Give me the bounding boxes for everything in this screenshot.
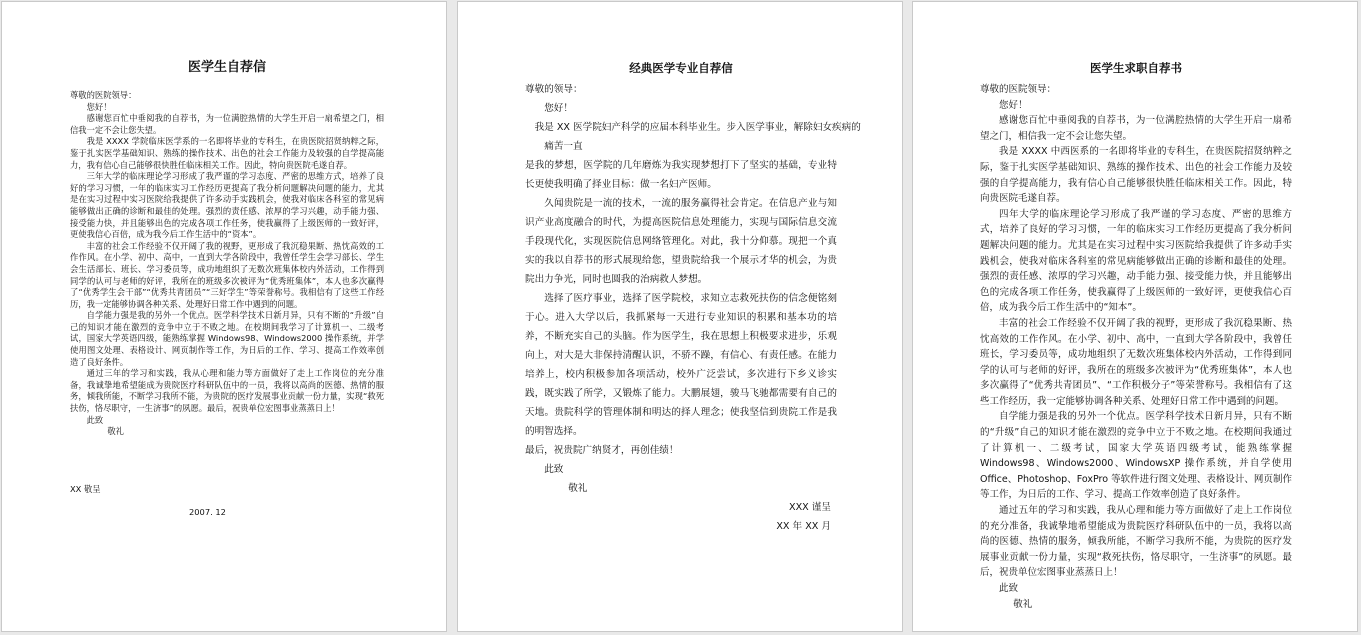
closing: 此致 <box>544 464 564 475</box>
paragraph: 最后，祝贵院广纳贤才，再创佳绩！ <box>525 445 679 456</box>
greeting: 您好！ <box>544 103 573 114</box>
document-page-3 <box>912 1 1358 632</box>
page-title: 医学生求职自荐书 <box>1090 61 1182 75</box>
document-page-2 <box>457 1 903 632</box>
regards: 敬礼 <box>107 426 124 437</box>
signature: XX 敬呈 <box>70 483 101 494</box>
paragraph: 感谢您百忙中垂阅我的自荐书，为一位满腔热情的大学生开启一扇希望之门，相信我一定不会让您失望。 <box>70 113 384 135</box>
paragraph: 三年大学的临床理论学习形成了我严谨的学习态度、严密的思维方式，培养了良好的学习习惯，一年的临床实习工作经历更提高了我分析问题解决问题的能力，尤其是在实习过程中实习医院给我提供了许多动手实践机会，使我对临床各科室的常见病能够做出正确的诊断和最佳的处理。强烈的责任感、浓厚的学习兴趣，动手能力强、接受能力快，并且能够出色的完成各项工作任务，使我赢得了上级医师的一致好评，更使我信心百倍，成为我今后工作生活中的“资本”。 <box>70 171 384 240</box>
document-page-1 <box>1 1 447 632</box>
intro-line: 我是 XX 医学院妇产科学的应届本科毕业生。步入医学事业，解除妇女疾病的 <box>534 122 861 133</box>
salutation: 尊敬的医院领导： <box>70 90 137 100</box>
paragraph: 选择了医疗事业，选择了医学院校，求知立志救死扶伤的信念便铭刻于心。进入大学以后，我抓紧每一天进行专业知识的积累和基本功的培养，不断充实自己的头脑。作为医学生，我在思想上积极要求进步，乐观向上，对大是大非保持清醒认识，不骄不躁，有信心、有责任感。在能力培养上，校内积极参加各项活动，校外广泛尝试，多次进行下乡义诊实践，既实践了所学，又锻炼了能力。大鹏展翅，骏马飞驰都需要有自己的天地。贵院科学的管理体制和明达的择人理念；使我坚信到贵院工作是我的明智选择。 <box>525 293 837 437</box>
closing: 此致 <box>86 414 104 425</box>
paragraph: 自学能力强是我的另外一个优点。医学科学技术日新月异，只有不断的“升级”自己的知识才能在激烈的竞争中立于不败之地。在校期间我通过了计算机一、二级考试，国家大学英语四级考试，能熟练掌握 Windows98、Windows2000、WindowsXP 操作系统，并自学使用 Office、Photoshop、FoxPro 等软件进行图文处理、表格设计、网页制作等工作，为日后的工作、学习、提高工作效率创造了良好条件。 <box>980 411 1292 501</box>
regards: 敬礼 <box>568 483 588 494</box>
salutation: 尊敬的领导： <box>525 84 583 95</box>
paragraph: 通过五年的学习和实践，我从心理和能力等方面做好了走上工作岗位的充分准备，我诚挚地希望能成为贵院医疗科研队伍中的一员，我将以高尚的医德、热情的服务，倾我所能，不断学习我所不能，为贵院的医疗发展事业贡献一份力量，实现“救死扶伤，恪尽职守，一生济事”的夙愿。最后，祝贵单位宏图事业蒸蒸日上！ <box>980 505 1292 579</box>
paragraph: 四年大学的临床理论学习形成了我严谨的学习态度、严密的思维方式，培养了良好的学习习惯，一年的临床实习工作经历更提高了我分析问题解决问题的能力。尤其是在实习过程中实习医院给我提供了许多动手实践机会，使我对临床各科室的常见病能够做出正确的诊断和最佳的处理。强烈的责任感、浓厚的学习兴趣，动手能力强、接受能力快，并且能够出色的完成各项工作任务，使我赢得了上级医师的一致好评，更使我信心百倍，成为我今后工作生活中的“知本”。 <box>980 208 1292 314</box>
paragraph: 感谢您百忙中垂阅我的自荐书，为一位满腔热情的大学生开启一扇希望之门，相信我一定不会让您失望。 <box>980 115 1292 142</box>
paragraph: 丰富的社会工作经验不仅开阔了我的视野，更形成了我沉稳果断、热忱高效的工作作风。在小学、初中、高中，一直到大学各阶段中，我曾任学生会学习部长、学生会生活部长、班长、学习委员等，成功地组织了无数次班集体校内外活动，工作得到同学的认可与老师的好评，我所在的班级多次被评为“优秀班集体”，本人也多次赢得了“优秀学生会干部”“优秀共青团员”“三好学生”等荣誉称号。我相信有了这些工作经历，我一定能够协调各种关系、处理好日常工作中遇到的问题。 <box>70 240 384 309</box>
paragraph: 通过三年的学习和实践，我从心理和能力等方面做好了走上工作岗位的充分准备，我诚挚地希望能成为贵院医疗科研队伍中的一员，我将以高尚的医德、热情的服务，倾我所能，不断学习我所不能，为贵院的医疗发展事业贡献一份力量，实现“救死扶伤，恪尽职守，一生济事”的夙愿。最后，祝贵单位宏图事业蒸蒸日上！ <box>70 368 384 414</box>
page-title: 医学生自荐信 <box>187 60 266 75</box>
paragraph: 自学能力强是我的另外一个优点。医学科学技术日新月异，只有不断的“升级”自己的知识才能在激烈的竞争中立于不败之地。在校期间我学习了计算机一、二级考试，国家大学英语四级，能熟练掌握 Windows98、Windows2000 操作系统，并学使用图文处理、表格设计、网页制作等工作，为日后的工作、学习、提高工作效率创造了良好条件。 <box>70 310 384 367</box>
greeting: 您好！ <box>86 101 112 112</box>
paragraph: 我是 XXXX 中西医系的一名即将毕业的专科生，在贵医院招贤纳粹之际，鉴于扎实医学基础知识、熟练的操作技术、出色的社会工作能力及较强的自学提高能力，我有信心自己能够很快胜任临床相关工作。因此，特向贵医院毛遂自荐。 <box>980 146 1292 205</box>
closing: 此致 <box>999 583 1019 594</box>
date: 2007. 12 <box>189 507 226 518</box>
page-body <box>980 58 1292 612</box>
signature: XXX 谨呈 <box>789 502 831 513</box>
page-body <box>525 58 861 536</box>
paragraph: 是我的梦想，医学院的几年磨炼为我实现梦想打下了坚实的基础，专业特长更使我明确了择业目标：做一名妇产医师。 <box>525 160 837 190</box>
page-title: 经典医学专业自荐信 <box>629 61 733 75</box>
salutation: 尊敬的医院领导： <box>980 84 1057 95</box>
paragraph: 丰富的社会工作经验不仅开阔了我的视野，更形成了我沉稳果断、热忱高效的工作作风。在小学、初中、高中，一直到大学各阶段中，我曾任班长，学习委员等，成功地组织了无数次班集体校内外活动，工作得到同学的认可与老师的好评，我所在的班级多次被评为“优秀班集体”，本人也多次赢得了“优秀共青团员”、“工作积极分子”等荣誉称号。我相信有了这些工作经历，我一定能够协调各种关系、处理好日常工作中遇到的问题。 <box>980 317 1292 407</box>
greeting: 您好！ <box>999 99 1028 111</box>
paragraph: 我是 XXXX 学院临床医学系的一名即将毕业的专科生，在贵医院招贤纳粹之际，鉴于扎实医学基础知识、熟练的操作技术、出色的社会工作能力及较强的自学提高能力，我有信心自己能够很快胜任临床相关工作。因此，特向贵医院毛遂自荐。 <box>70 136 384 170</box>
page-body <box>70 58 384 519</box>
intro-continued: 痛苦一直 <box>544 141 583 152</box>
date: XX 年 XX 月 <box>776 521 831 532</box>
regards: 敬礼 <box>1013 598 1033 610</box>
paragraph: 久闻贵院是一流的技术，一流的服务赢得社会肯定。在信息产业与知识产业高度融合的时代，为提高医院信息处理能力，实现与国际信息交流手段现代化，实现医院信息网络管理化。对此，我十分仰慕。现把一个真实的我以自荐书的形式展现给您，望贵院给我一个展示才华的机会，为贵院出力争光，同时也圆我的治病救人梦想。 <box>525 198 837 285</box>
